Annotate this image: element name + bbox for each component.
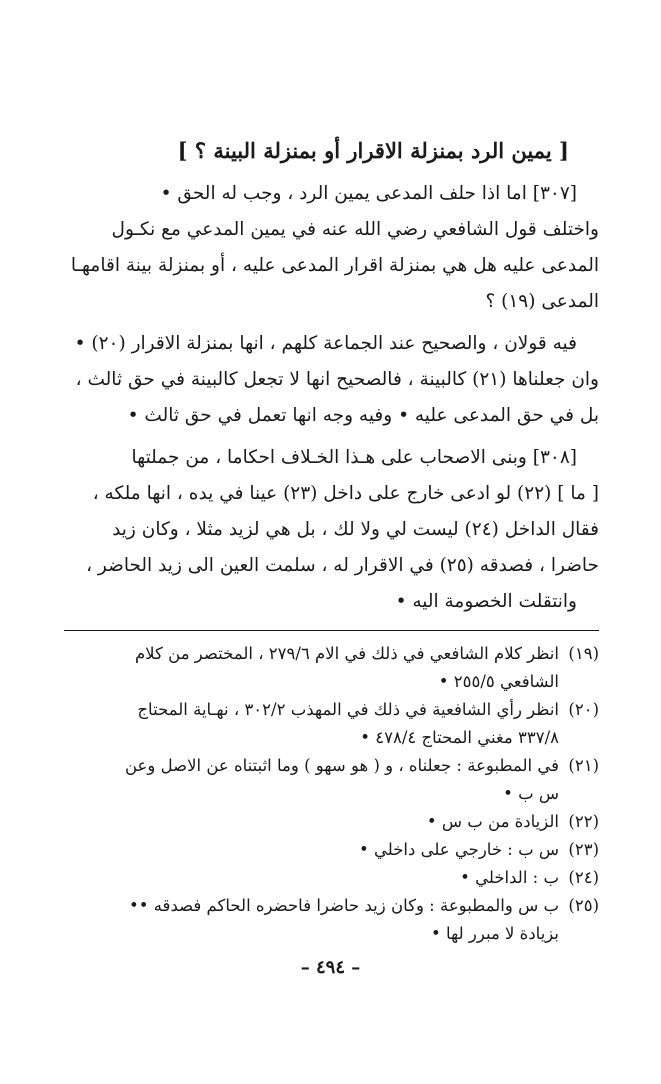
text-line: فقال الداخل (٢٤) ليست لي ولا لك ، بل هي لزيد مثلا ، وكان زيد [112,519,599,540]
footnote-line: ب : الداخلي • [460,868,559,887]
text-line: [٣٠٧] اما اذا حلف المدعى يمين الرد ، وجب له الحق • [160,183,577,204]
footnote-23 [48,836,599,864]
footnote-line: س ب : خارجي على داخلي • [359,840,559,859]
footnote-number: (٢٠) [568,700,599,719]
footnotes [48,640,599,948]
text-line: وان جعلناها (٢١) كالبينة ، فالصحيح انها لا تجعل كالبينة في حق ثالث ، [75,369,599,390]
footnote-number: (٢٤) [568,868,599,887]
text-line: بل في حق المدعى عليه • وفيه وجه انها تعمل في حق ثالث • [127,405,599,426]
text-line: [٣٠٨] وبنى الاصحاب على هـذا الخـلاف احكاما ، من جملتها [131,447,577,468]
footnote-text [48,752,559,808]
footnote-text [48,696,559,752]
text-line: المدعى عليه هل هي بمنزلة اقرار المدعى عليه ، أو بمنزلة بينة اقامهـا [70,255,599,276]
footnote-divider [64,630,599,631]
footnote-text [48,864,559,892]
footnote-number: (٢٢) [568,812,599,831]
text-line: واختلف قول الشافعي رضي الله عنه في يمين المدعي مع نكـول [111,219,599,240]
footnote-25 [48,892,599,948]
footnote-line: ب س والمطبوعة : وكان زيد حاضرا فاحضره الحاكم فصدقه •• [129,896,559,915]
footnote-number: (٢٣) [568,840,599,859]
footnote-line: الزيادة من ب س • [426,812,559,831]
section-heading: [ يمين الرد بمنزلة الاقرار أو بمنزلة البينة ؟ ] [177,138,569,163]
footnote-line: س ب • [503,784,559,803]
footnote-line: انظر كلام الشافعي في ذلك في الام ٢٧٩/٦ ، المختصر من كلام [134,644,559,663]
text-line: فيه قولان ، والصحيح عند الجماعة كلهم ، انها بمنزلة الاقرار (٢٠) • [74,333,577,354]
footnote-22 [48,808,599,836]
footnote-20 [48,696,599,752]
paragraph-307 [48,176,599,320]
main-text [48,176,599,620]
text-line: حاضرا ، فصدقه (٢٥) في الاقرار له ، سلمت العين الى زيد الحاضر ، [86,555,599,576]
footnote-number: (٢٥) [568,896,599,915]
footnote-line: الشافعي ٢٥٥/٥ • [438,672,559,691]
footnote-line: انظر رأي الشافعية في ذلك في المهذب ٣٠٢/٢ ، نهـاية المحتاج [137,700,559,719]
footnote-21 [48,752,599,808]
text-line: [ ما ] (٢٢) لو ادعى خارج على داخل (٢٣) عينا في يده ، انها ملكه ، [92,483,599,504]
footnote-line: بزيادة لا مبرر لها • [431,924,559,943]
footnote-19 [48,640,599,696]
footnote-text [48,640,559,696]
footnote-line: في المطبوعة : جعلناه ، و ( هو سهو ) وما اثبتناه عن الاصل وعن [124,756,559,775]
text-line: وانتقلت الخصومة اليه • [395,591,577,612]
footnote-number: (٢١) [568,756,599,775]
text-line: المدعى (١٩) ؟ [485,291,599,312]
footnote-text [48,836,559,864]
footnote-text [48,808,559,836]
page-number: – ٤٩٤ – [300,957,361,978]
footnote-number: (١٩) [568,644,599,663]
footnote-line: ٣٣٧/٨ مغني المحتاج ٤٧٨/٤ • [360,728,559,747]
paragraph-opinions [48,326,599,434]
footnote-24 [48,864,599,892]
footnote-text [48,892,559,948]
paragraph-308 [48,440,599,620]
